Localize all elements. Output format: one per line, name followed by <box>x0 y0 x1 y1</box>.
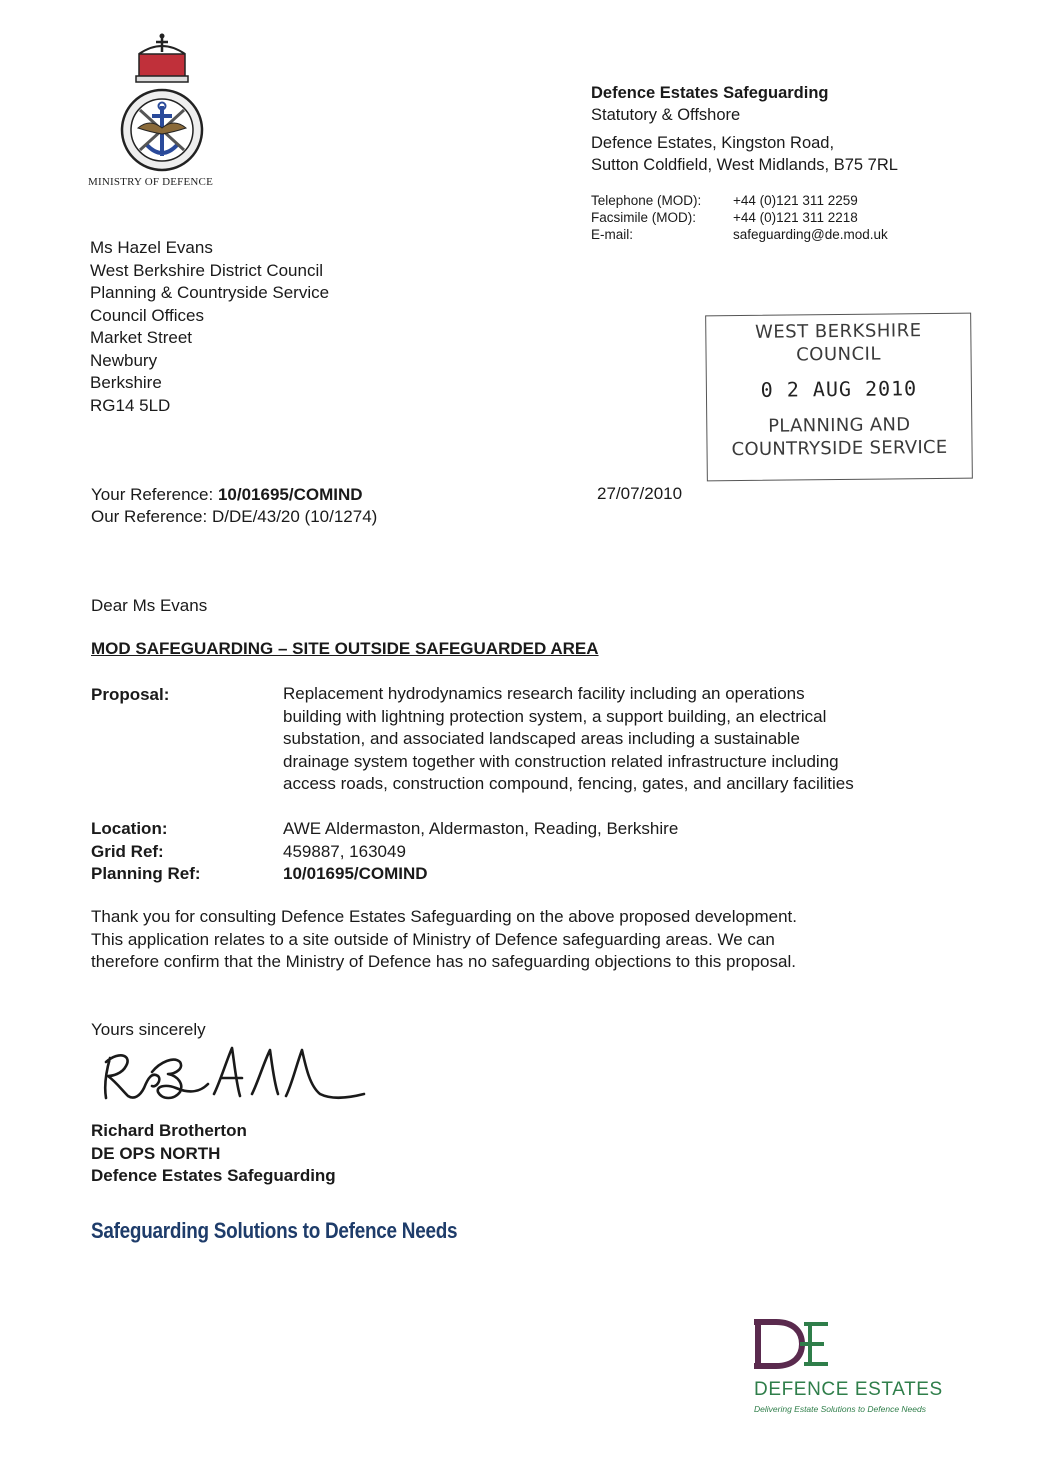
recipient-line: Planning & Countryside Service <box>90 283 330 302</box>
recipient-line: Ms Hazel Evans <box>90 238 213 257</box>
contact-email <box>591 226 888 243</box>
contact-facsimile <box>591 209 888 226</box>
mod-crest-logo <box>108 32 216 172</box>
detail-value: 10/01695/COMIND <box>283 864 428 883</box>
site-details <box>91 818 678 886</box>
recipient-line: West Berkshire District Council <box>90 260 324 280</box>
sender-block <box>591 82 898 176</box>
sender-name: Defence Estates Safeguarding <box>591 84 829 102</box>
proposal-text <box>283 683 963 796</box>
stamp-line: COUNTRYSIDE SERVICE <box>731 436 948 461</box>
proposal-line: Replacement hydrodynamics research facility including an operations <box>283 684 805 703</box>
our-reference-value: D/DE/43/20 (10/1274) <box>211 507 378 526</box>
recipient-line: Berkshire <box>90 373 162 392</box>
sender-unit: Statutory & Offshore <box>591 106 741 124</box>
recipient-line: Council Offices <box>90 305 205 325</box>
our-reference <box>91 506 377 528</box>
body-line: Thank you for consulting Defence Estates Safeguarding on the above proposed development. <box>91 907 797 926</box>
tagline: Safeguarding Solutions to Defence Needs <box>91 1218 458 1243</box>
contact-telephone <box>591 192 888 209</box>
handwritten-signature <box>96 1042 368 1114</box>
contact-label: Telephone (MOD): <box>591 193 702 208</box>
defence-estates-subtitle: Delivering Estate Solutions to Defence Needs <box>754 1404 926 1414</box>
proposal-line: drainage system together with construction related infrastructure including <box>283 751 839 771</box>
salutation: Dear Ms Evans <box>91 596 208 615</box>
recipient-line: Newbury <box>90 350 158 370</box>
detail-label: Location: <box>91 819 168 838</box>
subject-heading: MOD SAFEGUARDING – SITE OUTSIDE SAFEGUARDED AREA <box>91 639 599 658</box>
defence-estates-title: DEFENCE ESTATES <box>754 1379 943 1400</box>
signer-title: DE OPS NORTH <box>91 1143 221 1163</box>
received-stamp <box>705 313 973 482</box>
grid-ref-row <box>91 841 678 864</box>
stamp-line: PLANNING AND <box>768 414 911 437</box>
detail-label: Grid Ref: <box>91 841 164 861</box>
signer-unit: Defence Estates Safeguarding <box>91 1166 336 1185</box>
signer-name: Richard Brotherton <box>91 1121 247 1140</box>
stamp-line: WEST BERKSHIRE <box>754 320 922 343</box>
contact-label: E-mail: <box>591 227 634 242</box>
letter-body <box>91 906 941 974</box>
sender-address-line1: Defence Estates, Kingston Road, <box>591 134 835 152</box>
planning-ref-row <box>91 863 678 886</box>
your-reference-value: 10/01695/COMIND <box>217 485 363 504</box>
defence-estates-logo <box>752 1318 832 1370</box>
recipient-line: Market Street <box>90 328 193 347</box>
your-reference <box>91 484 377 506</box>
contact-details <box>591 192 888 243</box>
proposal-line: substation, and associated landscaped areas including a sustainable <box>283 729 800 748</box>
contact-value: safeguarding@de.mod.uk <box>733 227 888 242</box>
signer-block <box>91 1120 336 1188</box>
ministry-of-defence-label: MINISTRY OF DEFENCE <box>88 176 214 188</box>
body-line: therefore confirm that the Ministry of Defence has no safeguarding objections to this proposal. <box>91 952 796 971</box>
detail-value: 459887, 163049 <box>283 841 406 861</box>
contact-value: +44 (0)121 311 2259 <box>733 193 858 208</box>
detail-value: AWE Aldermaston, Aldermaston, Reading, Berkshire <box>283 819 679 838</box>
closing: Yours sincerely <box>91 1020 206 1039</box>
recipient-line: RG14 5LD <box>90 395 171 415</box>
references <box>91 484 377 528</box>
proposal-line: building with lightning protection system, a support building, an electrical <box>283 706 827 726</box>
detail-label: Planning Ref: <box>91 864 201 883</box>
recipient-address <box>90 237 329 417</box>
body-line: This application relates to a site outside of Ministry of Defence safeguarding areas. We can <box>91 929 775 949</box>
our-reference-label: Our Reference: <box>91 507 212 526</box>
proposal-label: Proposal: <box>91 685 170 704</box>
contact-value: +44 (0)121 311 2218 <box>733 210 858 225</box>
location-row <box>91 818 678 841</box>
stamp-date: 0 2 AUG 2010 <box>760 376 918 402</box>
your-reference-label: Your Reference: <box>91 485 218 504</box>
sender-address-line2: Sutton Coldfield, West Midlands, B75 7RL <box>591 156 898 174</box>
stamp-line: COUNCIL <box>796 343 882 366</box>
proposal-line: access roads, construction compound, fencing, gates, and ancillary facilities <box>283 774 854 793</box>
contact-label: Facsimile (MOD): <box>591 210 696 225</box>
letter-date: 27/07/2010 <box>597 484 683 503</box>
